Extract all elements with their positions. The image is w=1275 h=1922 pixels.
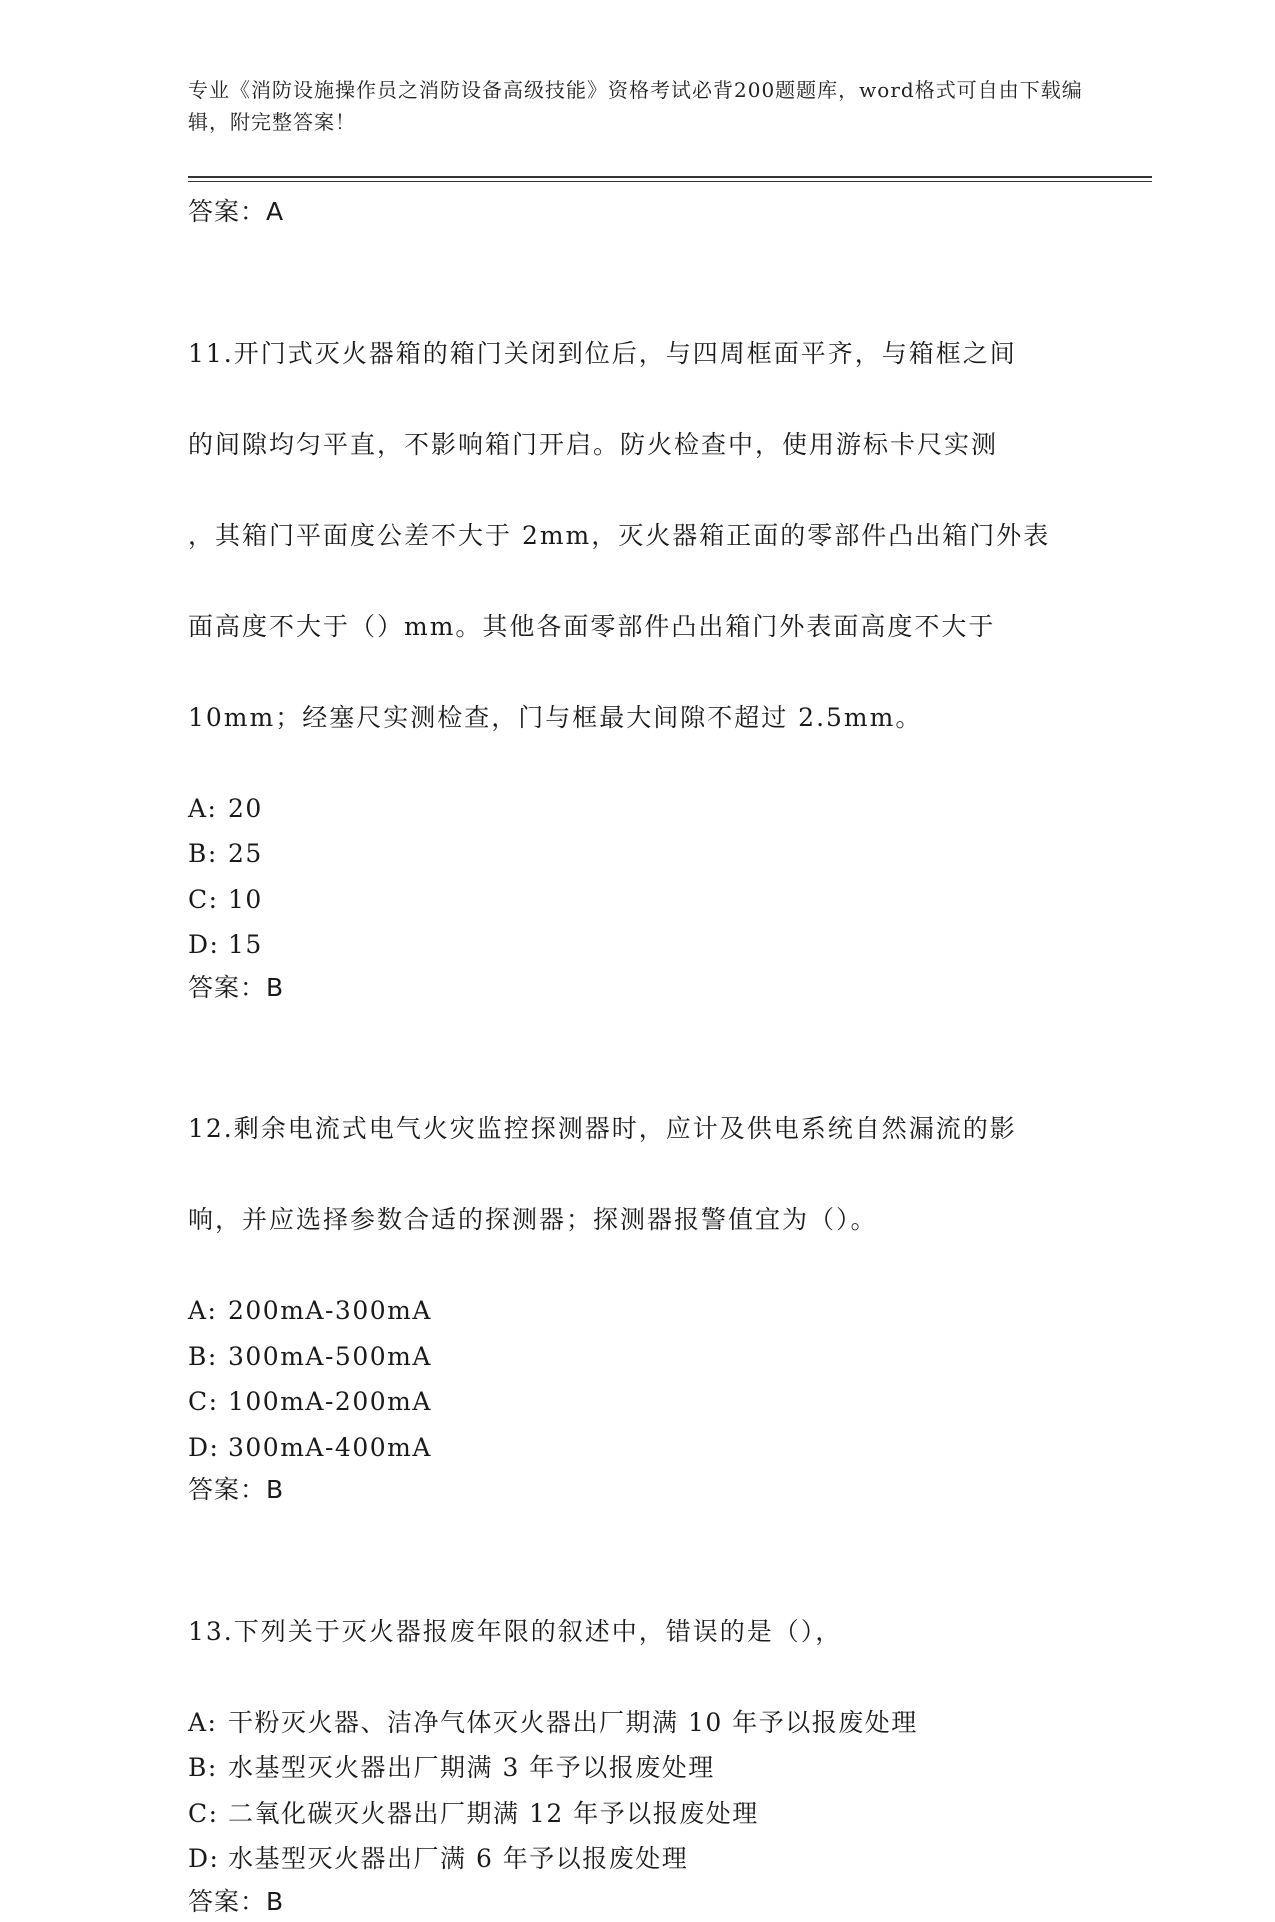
document-header (188, 74, 1088, 138)
option-letter: A: (188, 1707, 218, 1737)
option-text: 15 (228, 930, 263, 959)
option-text: 10 (228, 884, 263, 914)
answer-line: 答案：B (188, 1475, 285, 1504)
option-text: 干粉灭火器、洁净气体灭火器出厂期满 10 年予以报废处理 (228, 1707, 918, 1737)
option-text: 水基型灭火器出厂满 6 年予以报废处理 (228, 1844, 689, 1873)
option-letter: B: (188, 1341, 218, 1371)
option-letter: A: (188, 1296, 218, 1325)
option-a (188, 1700, 1108, 1746)
option-letter: D: (188, 1432, 220, 1462)
option-b (188, 831, 1108, 877)
option-text: 300mA-500mA (228, 1341, 432, 1371)
question-stem-line: 10mm；经塞尺实测检查，门与框最大间隙不超过 2.5mm。 (188, 702, 923, 732)
option-d (188, 922, 1108, 968)
question-stem (188, 1061, 1108, 1289)
question-stem (188, 1563, 1108, 1700)
option-letter: B: (188, 1753, 218, 1782)
option-text: 200mA-300mA (228, 1296, 432, 1325)
document-body (188, 192, 1108, 1922)
option-b (188, 1334, 1108, 1380)
question-stem-line: ，其箱门平面度公差不大于 2mm，灭火器箱正面的零部件凸出箱门外表 (188, 520, 1051, 550)
option-letter: A: (188, 793, 218, 823)
option-c (188, 1791, 1108, 1837)
option-text: 25 (228, 839, 263, 868)
answer-line: 答案：B (188, 972, 285, 1002)
question-stem-line: 响，并应选择参数合适的探测器；探测器报警值宜为（）。 (188, 1205, 878, 1234)
option-letter: D: (188, 1844, 220, 1873)
question-stem-line: 面高度不大于（）mm。其他各面零部件凸出箱门外表面高度不大于 (188, 611, 996, 641)
question-block (188, 285, 1108, 1008)
question-block (188, 1061, 1108, 1511)
option-c (188, 877, 1108, 923)
question-stem-line: 12.剩余电流式电气火灾监控探测器时，应计及供电系统自然漏流的影 (188, 1114, 1017, 1143)
option-text: 20 (228, 793, 263, 823)
option-letter: D: (188, 930, 220, 959)
option-letter: C: (188, 1387, 219, 1416)
option-d (188, 1425, 1108, 1471)
option-text: 300mA-400mA (228, 1432, 432, 1462)
option-a (188, 1288, 1108, 1334)
option-letter: B: (188, 839, 218, 868)
option-letter: C: (188, 884, 219, 914)
header-divider-thick (188, 176, 1152, 178)
option-text: 100mA-200mA (228, 1387, 432, 1416)
header-divider-thin (188, 181, 1152, 182)
question-stem (188, 285, 1108, 786)
option-c (188, 1379, 1108, 1425)
option-letter: C: (188, 1798, 219, 1828)
answer-line: 答案：B (188, 1886, 285, 1916)
question-stem-line: 13.下列关于灭火器报废年限的叙述中，错误的是（）， (188, 1616, 843, 1646)
question-stem-line: 的间隙均匀平直，不影响箱门开启。防火检查中，使用游标卡尺实测 (188, 429, 999, 459)
question-stem-line: 11.开门式灭火器箱的箱门关闭到位后，与四周框面平齐，与箱框之间 (188, 338, 1017, 368)
answer-line: 答案：A (188, 197, 285, 226)
option-text: 水基型灭火器出厂期满 3 年予以报废处理 (228, 1753, 715, 1782)
question-block (188, 1563, 1108, 1922)
option-text: 二氧化碳灭火器出厂期满 12 年予以报废处理 (228, 1798, 759, 1828)
option-a (188, 786, 1108, 832)
header-text: 专业《消防设施操作员之消防设备高级技能》资格考试必背200题题库，word格式可自由下载编辑，附完整答案！ (188, 78, 1083, 134)
option-d (188, 1836, 1108, 1882)
option-b (188, 1745, 1108, 1791)
